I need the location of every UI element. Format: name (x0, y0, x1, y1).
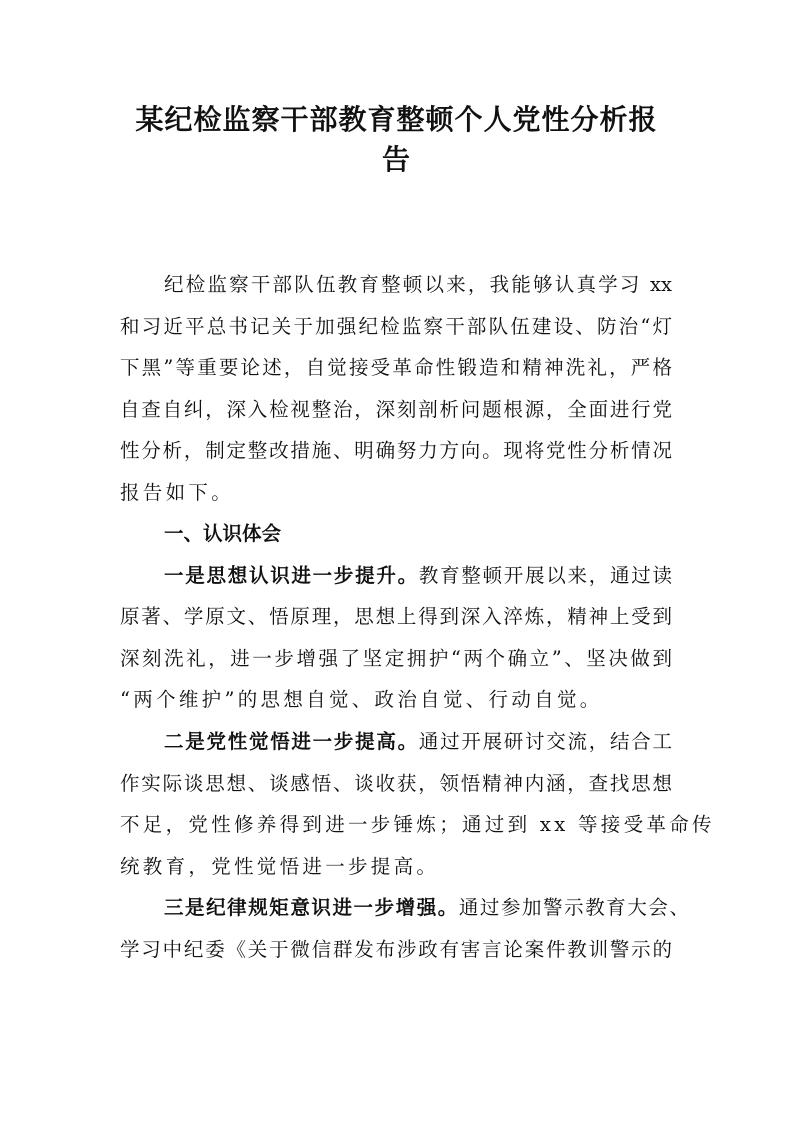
point-1-line: “两个维护”的思想自觉、政治自觉、行动自觉。 (120, 688, 603, 711)
point-3-line: 学习中纪委《关于微信群发布涉政有害言论案件教训警示的 (120, 938, 672, 961)
intro-line: 自查自纠，深入检视整治，深刻剖析问题根源，全面进行党 (120, 398, 672, 421)
point-1-line (164, 561, 672, 591)
point-3-text: 通过参加警示教育大会、 (458, 896, 689, 919)
intro-line: 下黑”等重要论述，自觉接受革命性锻造和精神洗礼，严格 (120, 356, 672, 379)
point-1-line: 原著、学原文、悟原理，思想上得到深入淬炼，精神上受到 (120, 605, 672, 628)
document-title-line-2: 告 (381, 143, 411, 176)
point-1-lead: 一是思想认识进一步提升。 (164, 564, 419, 587)
point-2-text: 通过开展研讨交流，结合工 (418, 730, 672, 753)
point-1-text: 教育整顿开展以来，通过读 (418, 564, 672, 587)
intro-line: 纪检监察干部队伍教育整顿以来，我能够认真学习 xx (164, 273, 672, 296)
section-heading: 一、认识体会 (164, 522, 282, 545)
point-2-line (164, 727, 672, 757)
intro-line: 和习近平总书记关于加强纪检监察干部队伍建设、防治“灯 (120, 315, 672, 338)
point-3-line (164, 893, 689, 923)
intro-line: 报告如下。 (120, 481, 235, 504)
point-1-line: 深刻洗礼，进一步增强了坚定拥护“两个确立”、坚决做到 (120, 647, 672, 670)
point-2-line: 统教育，党性觉悟进一步提高。 (120, 855, 440, 878)
point-2-lead: 二是党性觉悟进一步提高。 (164, 730, 419, 753)
document-title-line-1: 某纪检监察干部教育整顿个人党性分析报 (135, 103, 658, 136)
point-3-lead: 三是纪律规矩意识进一步增强。 (164, 896, 459, 919)
intro-line: 性分析，制定整改措施、明确努力方向。现将党性分析情况 (120, 439, 672, 462)
point-2-line: 作实际谈思想、谈感悟、谈收获，领悟精神内涵，查找思想 (120, 772, 672, 795)
point-2-line: 不足，党性修养得到进一步锤炼；通过到 xx 等接受革命传 (120, 813, 715, 836)
